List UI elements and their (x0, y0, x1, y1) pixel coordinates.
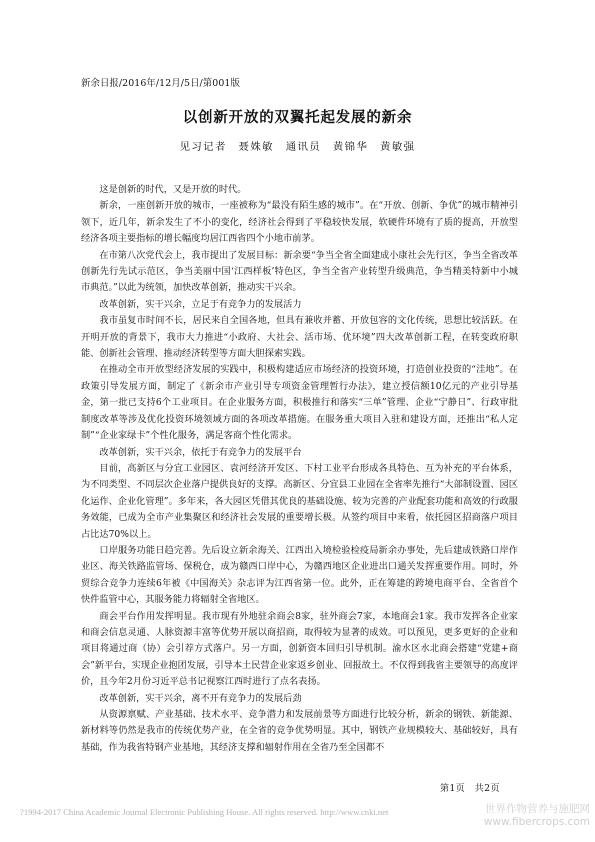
page-number: 第1页 共2页 (440, 784, 500, 794)
paragraph: 商会平台作用发挥明显。我市现有外地驻余商会8家，驻外商会7家，本地商会1家。我市发挥各企业家和商会信息灵通、人脉资源丰富等优势开展以商招商，取得较为显著的成效。可以预见，更多更好的企业和项目将通过商（协）会引荐方式落户。另一方面，创新资本回归引导机制。渝水区水北商会搭建“党建+商会”新平台，实现企业抱团发展，引导本土民营企业家返乡创业、回报故土。不仅得到我省主要领导的高度评价，且今年2月份习近平总书记视察江西时进行了点名表扬。 (81, 610, 518, 688)
article-body (81, 182, 518, 756)
article-title: 以创新开放的双翼托起发展的新余 (182, 109, 413, 126)
copyright-footer: ?1994-2017 China Academic Journal Electronic Publishing House. All rights reserved. http://www.cnki.net (20, 807, 389, 817)
watermark-text: 世界作物营养与施肥网 (485, 803, 590, 815)
section-heading: 改革创新，实干兴余，依托于有竞争力的发展平台 (99, 446, 302, 458)
source-line: 新余日报/2016年/12月/5日/第001版 (81, 78, 240, 89)
paragraph: 新余，一座创新开放的城市，一座被称为“最没有陌生感的城市”。在“开放、创新、争优”的城市精神引领下，近几年，新余发生了不小的变化，经济社会得到了平稳较快发展，软硬件环境有了质的提高，开放型经济各项主要指标的增长幅度均居江西省四个小地市前茅。 (81, 200, 518, 245)
paragraph: 目前，高新区与分宜工业园区、袁河经济开发区、下村工业平台形成各具特色、互为补充的平台体系，为不同类型、不同层次企业落户提供良好的支撑。高新区、分宜县工业园在全省率先推行“大部制设置、园区化运作、企业化管理”。多年来，各大园区凭借其优良的基础设施、较为完善的产业配套功能和高效的行政服务效能，已成为全市产业集聚区和经济社会发展的重要增长极。从签约项目中来看，依托园区招商落户项目占比达70%以上。 (81, 462, 518, 540)
paragraph: 在推动全市开放型经济发展的实践中，积极构建适应市场经济的投资环境，打造创业投资的“洼地”。在政策引导发展方面，制定了《新余市产业引导专项资金管理暂行办法》，建立授信额10亿元的产业引导基金，第一批已支持6个工业项目。在企业服务方面，积极推行和落实“三单”管理、企业“宁静日”、行政审批制度改革等涉及优化投资环境领域方面的各项改革措施。在服务重大项目入驻和建设方面，还推出“私人定制”“企业家绿卡”个性化服务，满足客商个性化需求。 (81, 364, 518, 442)
paragraph: 从资源禀赋、产业基础、技术水平、竞争潜力和发展前景等方面进行比较分析，新余的钢铁、新能源、新材料等仍然是我市的传统优势产业，在全省的竞争优势明显。其中，钢铁产业规模较大、基础较好，具有基础，作为我省特钢产业基地，其经济支撑和辐射作用在全省乃至全国都不 (81, 709, 518, 753)
watermark-url: www.fibercrops.com (483, 816, 590, 828)
paragraph: 在市第八次党代会上，我市提出了发展目标：新余要“争当全省全面建成小康社会先行区，争当全省改革创新先行先试示范区，争当美丽中国‘江西样板’特色区，争当全省产业转型升级典范，争当精美特新中小城市典范。”以此为统领，加快改革创新，推动实干兴余。 (81, 249, 518, 294)
byline: 见习记者 聂姝敏 通讯员 黄锦华 黄敏强 (179, 141, 416, 153)
watermark (452, 803, 590, 829)
paragraph: 我市虽复市时间不长，居民来自全国各地，但具有兼收并蓄、开放包容的文化传统，思想比较活跃。在开明开放的背景下，我市大力推进“小政府、大社会、活市场、优环境”四大改革创新工程，在转变政府职能、创新社会管理、推动经济转型等方面大胆探索实践。 (81, 315, 518, 360)
paragraph: 这是创新的时代，又是开放的时代。 (99, 184, 247, 195)
paragraph: 口岸服务功能日趋完善。先后设立新余海关、江西出入境检验检疫局新余办事处，先后建成铁路口岸作业区、海关铁路监管场、保税仓，成为赣西口岸中心，为赣西地区企业进出口通关发挥重要作用。同时，外贸综合竞争力连续6年被《中国海关》杂志评为江西省第一位。此外，正在筹建的跨境电商平台、全省首个快件监管中心，其服务能力将辐射全省地区。 (81, 544, 518, 606)
section-heading: 改革创新，实干兴余，离不开有竞争力的发展后劲 (99, 692, 302, 704)
section-heading: 改革创新，实干兴余，立足于有竞争力的发展活力 (99, 298, 302, 310)
